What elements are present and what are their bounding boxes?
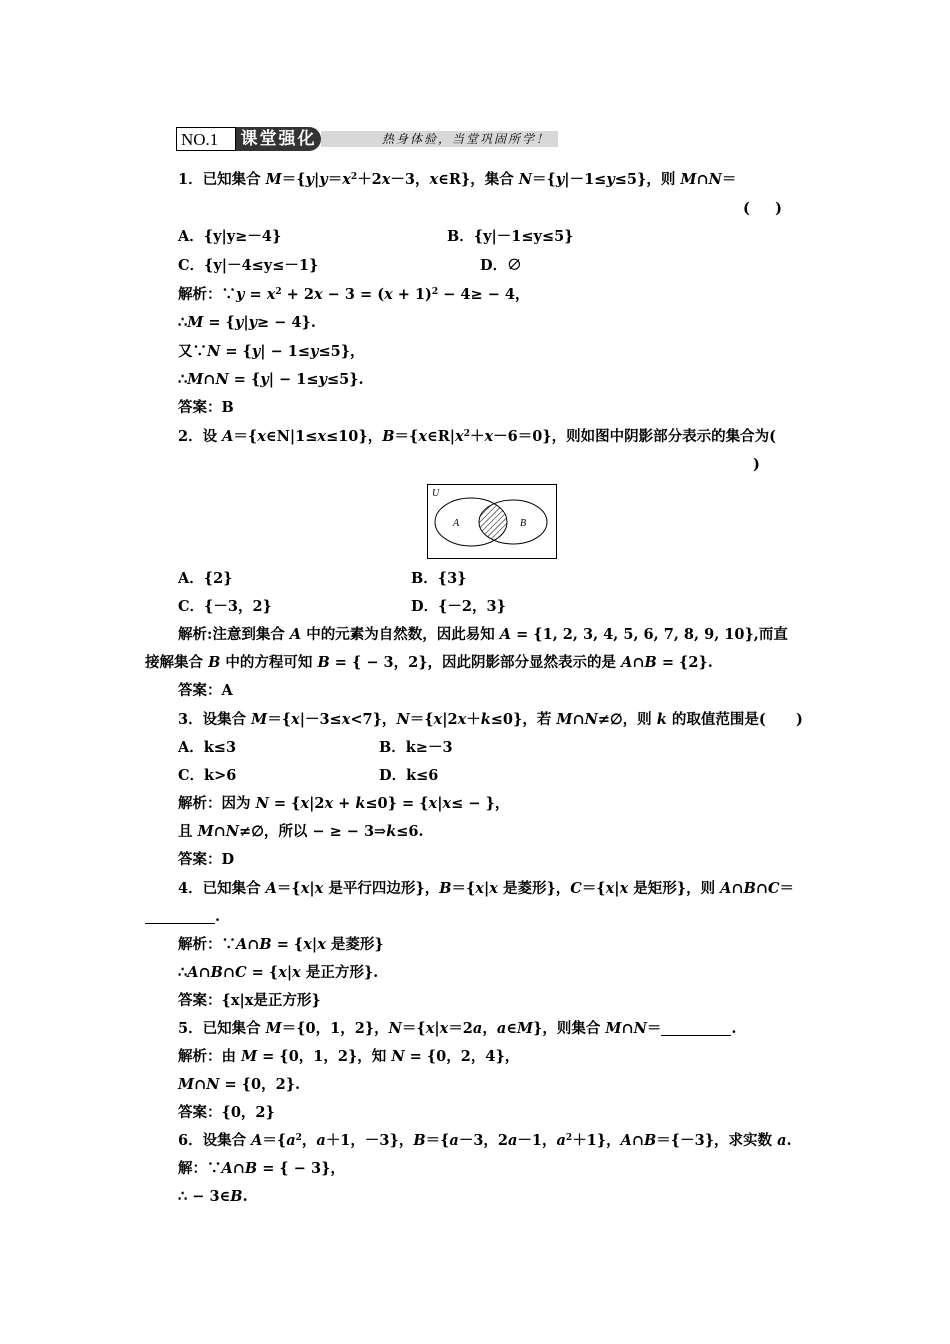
section-banner (176, 127, 558, 151)
q6-stem: 6．设集合 $A=\{a^2$，a＋1，－3}，B＝{a－3，2a－1，$a^2+1$}，A∩B＝{－3}，求实数 a. (178, 1132, 792, 1149)
q1-option-b: B．{y|－1≤y≤5} (447, 228, 574, 245)
q3-solution-2: 且 M∩N≠∅，所以 − ≥ − 3⇒k≤6. (178, 823, 424, 840)
q1-option-c: C．{y|－4≤y≤－1} (178, 257, 319, 274)
q3-solution-1: 解析：因为 N = {x|2x + k≤0} = {x|x≤ − }， (178, 795, 510, 812)
q2-stem: 2．设 A＝{x∈N|1≤x≤10}，$B=\{x\in R|x^2+x-6=0\}$，则如图中阴影部分表示的集合为( (178, 428, 776, 445)
q5-stem: 5．已知集合 M＝{0，1，2}，N＝{x|x＝2a，a∈M}，则集合 M∩N＝ . (178, 1020, 737, 1037)
q2-option-a: A．{2} (178, 570, 233, 587)
q1-solution-1: 解析：∵y = $x^2 + 2x - 3 = (x + 1)^2 - 4\ge - 4$， (178, 286, 530, 303)
q5-answer: 答案：{0，2} (178, 1104, 275, 1121)
q1-answer: 答案：B (178, 399, 234, 416)
q2-solution-1: 解析:注意到集合 A 中的元素为自然数，因此易知 A = {1, 2, 3, 4, 5, 6, 7, 8, 9, 10},而直 (178, 626, 788, 643)
q1-option-d: D．∅ (480, 257, 522, 274)
q2-solution-2: 接解集合 B 中的方程可知 B = { − 3，2}，因此阴影部分显然表示的是 A∩B = {2}. (145, 654, 713, 671)
q6-solution-1: 解：∵A∩B = { − 3}， (178, 1160, 345, 1177)
q6-solution-2: ∴ − 3∈B. (178, 1188, 248, 1205)
q4-blank: . (145, 907, 220, 927)
q4-solution-1: 解析：∵A∩B = {x|x 是菱形} (178, 936, 384, 953)
q1-solution-4: ∴M∩N = {y| − 1≤y≤5}. (178, 371, 364, 388)
set-a-label: A (453, 518, 460, 529)
q3-option-a: A．k≤3 (178, 739, 237, 756)
q2-option-c: C．{－3，2} (178, 598, 272, 615)
q3-option-b: B．k≥－3 (379, 739, 453, 756)
q2-option-d: D．{－2，3} (411, 598, 506, 615)
q5-solution-1: 解析：由 M = {0，1，2}，知 N = {0，2，4}， (178, 1048, 520, 1065)
set-b-label: B (520, 518, 527, 529)
q1-option-a: A．{y|y≥－4} (178, 228, 282, 245)
q3-option-c: C．k>6 (178, 767, 237, 784)
q2-option-b: B．{3} (411, 570, 467, 587)
q3-option-d: D．k≤6 (379, 767, 439, 784)
q4-stem: 4．已知集合 A＝{x|x 是平行四边形}，B＝{x|x 是菱形}，C＝{x|x 是矩形}，则 A∩B∩C＝ (178, 880, 795, 897)
q1-paren: ( ) (743, 200, 782, 217)
section-slogan: 热身体验，当堂巩固所学！ (321, 131, 558, 147)
venn-diagram (427, 484, 557, 559)
q2-answer: 答案：A (178, 682, 233, 699)
q3-stem: 3．设集合 M＝{x|－3≤x<7}，N＝{x|2x＋k≤0}，若 M∩N≠∅，则 k 的取值范围是( ) (178, 711, 803, 728)
q3-answer: 答案：D (178, 851, 235, 868)
q4-answer: 答案：{x|x是正方形} (178, 992, 321, 1009)
section-title: 课堂强化 (236, 127, 321, 151)
section-number: NO.1 (176, 127, 236, 151)
q1-solution-3: 又∵N = {y| − 1≤y≤5}， (178, 343, 365, 360)
q2-paren: ) (753, 456, 760, 473)
q5-solution-2: M∩N = {0，2}. (178, 1076, 301, 1093)
q1-solution-2: ∴M = {y|y≥ − 4}. (178, 314, 316, 331)
q4-solution-2: ∴A∩B∩C = {x|x 是正方形}. (178, 964, 379, 981)
universe-label: U (432, 488, 440, 499)
q1-stem: 1．已知集合 $M=\{y|y=x^2+2x-3$，x∈R}，集合 N＝{y|－1≤y≤5}，则 M∩N＝ (178, 171, 737, 188)
